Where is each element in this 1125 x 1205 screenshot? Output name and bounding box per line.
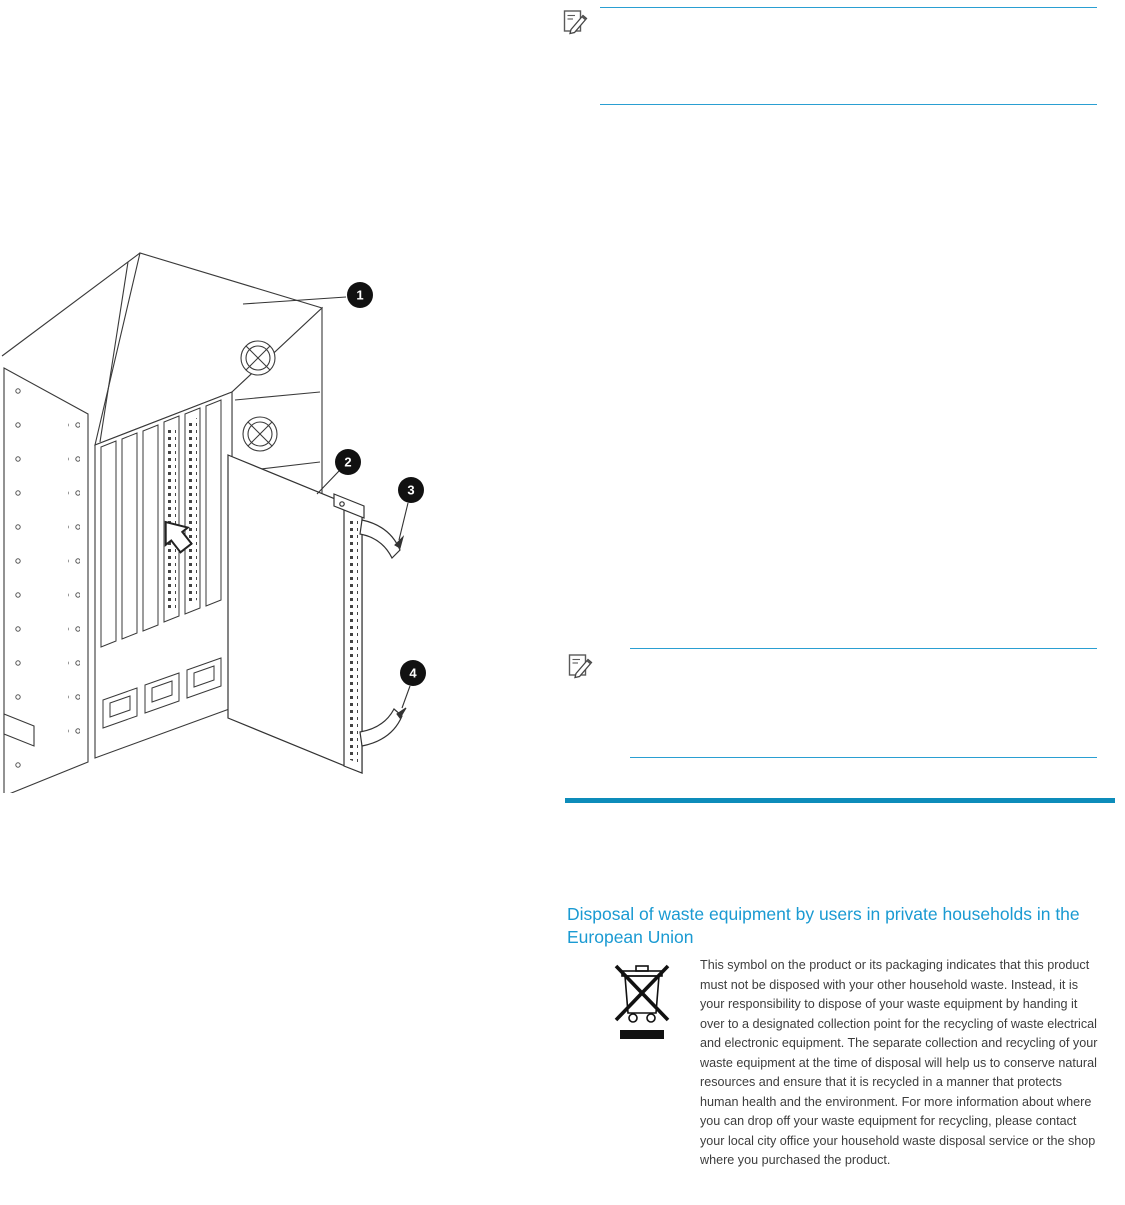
section-body-text: This symbol on the product or its packaging indicates that this product must not be disposed with your other household waste. Instead, it is your responsibility to dispose of your waste equipment by handing it over to a designated collection point for the recycling of waste electrical and electronic equipment. The separate collection and recycling of your waste equipment at the time of disposal will help us to conserve natural resources and ensure that it is recycled in a manner that protects human health and the environment. For more information about where you can drop off your waste equipment for recycling, please contact your local city office your household waste disposal service or the shop where you purchased the product. [700,958,1098,1168]
svg-text:2: 2 [344,454,352,470]
svg-text:4: 4 [409,665,417,681]
removed-module [228,455,402,773]
section-heading: Disposal of waste equipment by users in private households in the European Union [567,904,1080,947]
svg-text:3: 3 [407,482,415,498]
section-divider-rule [565,798,1115,803]
svg-text:1: 1 [356,287,364,303]
rack-flange [4,368,88,793]
note-middle-rule [630,648,1097,649]
callout-4 [400,660,426,686]
callout-2 [335,449,361,475]
note-top-rule [600,7,1097,8]
note-pencil-icon [567,652,594,679]
callout-1 [347,282,373,308]
note-middle-rule-bottom [630,757,1097,758]
note-top-rule-bottom [600,104,1097,105]
crossed-out-wheeled-bin-icon [611,958,673,1052]
chassis-figure [0,248,460,793]
note-pencil-icon [562,8,589,35]
callout-3 [398,477,424,503]
